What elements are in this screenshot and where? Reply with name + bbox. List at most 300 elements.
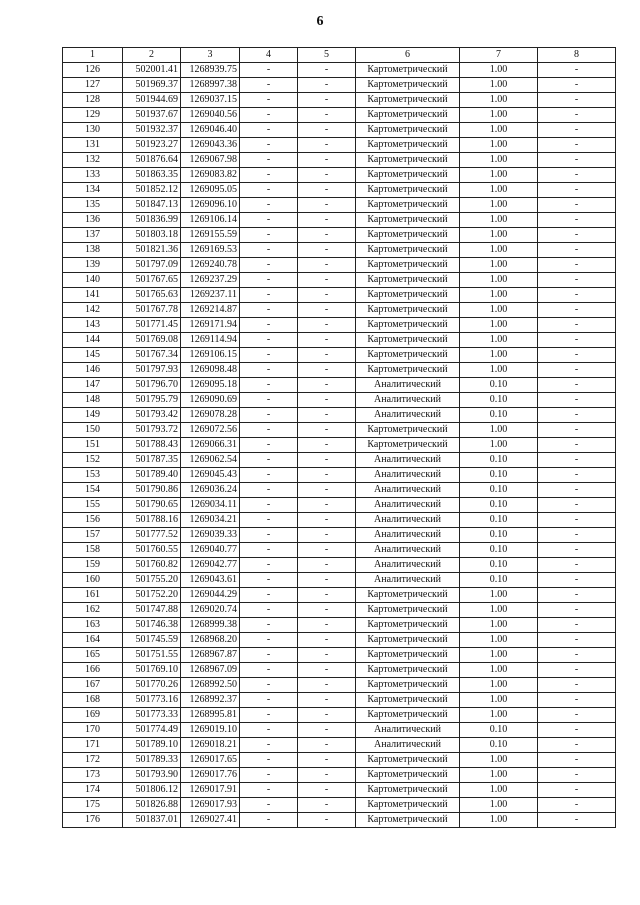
- y-coordinate-cell: 1269155.59: [181, 228, 240, 243]
- table-row: [63, 813, 616, 828]
- method-cell: Картометрический: [356, 798, 460, 813]
- method-cell: Картометрический: [356, 213, 460, 228]
- x-coordinate-cell: 501774.49: [123, 723, 181, 738]
- x-coordinate-cell: 501806.12: [123, 783, 181, 798]
- method-cell: Аналитический: [356, 573, 460, 588]
- accuracy-cell: 1.00: [460, 618, 538, 633]
- table-row: [63, 258, 616, 273]
- point-number-cell: 165: [63, 648, 123, 663]
- table-row: [63, 633, 616, 648]
- y-coordinate-cell: 1269017.93: [181, 798, 240, 813]
- col-8-value-cell: -: [538, 183, 616, 198]
- col-4-value-cell: -: [240, 438, 298, 453]
- col-8-value-cell: -: [538, 408, 616, 423]
- point-number-cell: 126: [63, 63, 123, 78]
- col-5-value-cell: -: [298, 408, 356, 423]
- point-number-cell: 169: [63, 708, 123, 723]
- x-coordinate-cell: 501770.26: [123, 678, 181, 693]
- col-5-value-cell: -: [298, 663, 356, 678]
- y-coordinate-cell: 1269027.41: [181, 813, 240, 828]
- col-5-value-cell: -: [298, 63, 356, 78]
- col-8-value-cell: -: [538, 633, 616, 648]
- accuracy-cell: 1.00: [460, 93, 538, 108]
- y-coordinate-cell: 1268939.75: [181, 63, 240, 78]
- table-row: [63, 528, 616, 543]
- col-5-value-cell: -: [298, 693, 356, 708]
- point-number-cell: 132: [63, 153, 123, 168]
- col-5-value-cell: -: [298, 498, 356, 513]
- accuracy-cell: 1.00: [460, 63, 538, 78]
- col-8-value-cell: -: [538, 618, 616, 633]
- col-8-value-cell: -: [538, 813, 616, 828]
- col-5-value-cell: -: [298, 303, 356, 318]
- col-8-value-cell: -: [538, 723, 616, 738]
- y-coordinate-cell: 1269240.78: [181, 258, 240, 273]
- col-4-value-cell: -: [240, 408, 298, 423]
- x-coordinate-cell: 501789.33: [123, 753, 181, 768]
- x-coordinate-cell: 501788.16: [123, 513, 181, 528]
- accuracy-cell: 1.00: [460, 318, 538, 333]
- table-row: [63, 288, 616, 303]
- method-cell: Картометрический: [356, 783, 460, 798]
- method-cell: Аналитический: [356, 408, 460, 423]
- col-8-value-cell: -: [538, 243, 616, 258]
- method-cell: Картометрический: [356, 138, 460, 153]
- col-5-value-cell: -: [298, 603, 356, 618]
- point-number-cell: 152: [63, 453, 123, 468]
- y-coordinate-cell: 1268992.50: [181, 678, 240, 693]
- col-5-value-cell: -: [298, 258, 356, 273]
- col-8-value-cell: -: [538, 453, 616, 468]
- table-row: [63, 228, 616, 243]
- table-row: [63, 183, 616, 198]
- method-cell: Картометрический: [356, 63, 460, 78]
- y-coordinate-cell: 1269090.69: [181, 393, 240, 408]
- col-4-value-cell: -: [240, 258, 298, 273]
- accuracy-cell: 1.00: [460, 768, 538, 783]
- method-cell: Аналитический: [356, 393, 460, 408]
- col-8-value-cell: -: [538, 198, 616, 213]
- table-row: [63, 213, 616, 228]
- col-8-value-cell: -: [538, 768, 616, 783]
- method-cell: Картометрический: [356, 663, 460, 678]
- x-coordinate-cell: 501777.52: [123, 528, 181, 543]
- col-4-value-cell: -: [240, 588, 298, 603]
- accuracy-cell: 0.10: [460, 393, 538, 408]
- table-row: [63, 513, 616, 528]
- col-4-value-cell: -: [240, 363, 298, 378]
- accuracy-cell: 1.00: [460, 183, 538, 198]
- method-cell: Картометрический: [356, 153, 460, 168]
- col-8-value-cell: -: [538, 693, 616, 708]
- table-row: [63, 468, 616, 483]
- accuracy-cell: 1.00: [460, 798, 538, 813]
- method-cell: Аналитический: [356, 468, 460, 483]
- col-8-value-cell: -: [538, 798, 616, 813]
- accuracy-cell: 1.00: [460, 138, 538, 153]
- x-coordinate-cell: 501787.35: [123, 453, 181, 468]
- y-coordinate-cell: 1268967.87: [181, 648, 240, 663]
- accuracy-cell: 1.00: [460, 228, 538, 243]
- x-coordinate-cell: 501796.70: [123, 378, 181, 393]
- col-4-value-cell: -: [240, 498, 298, 513]
- x-coordinate-cell: 501944.69: [123, 93, 181, 108]
- y-coordinate-cell: 1269043.36: [181, 138, 240, 153]
- table-row: [63, 648, 616, 663]
- point-number-cell: 154: [63, 483, 123, 498]
- y-coordinate-cell: 1269040.77: [181, 543, 240, 558]
- table-row: [63, 108, 616, 123]
- table-row: [63, 198, 616, 213]
- x-coordinate-cell: 501773.16: [123, 693, 181, 708]
- method-cell: Картометрический: [356, 108, 460, 123]
- y-coordinate-cell: 1269045.43: [181, 468, 240, 483]
- method-cell: Картометрический: [356, 588, 460, 603]
- y-coordinate-cell: 1269044.29: [181, 588, 240, 603]
- point-number-cell: 136: [63, 213, 123, 228]
- col-5-value-cell: -: [298, 723, 356, 738]
- x-coordinate-cell: 501755.20: [123, 573, 181, 588]
- col-8-value-cell: -: [538, 138, 616, 153]
- col-5-value-cell: -: [298, 183, 356, 198]
- point-number-cell: 140: [63, 273, 123, 288]
- method-cell: Картометрический: [356, 198, 460, 213]
- accuracy-cell: 1.00: [460, 633, 538, 648]
- y-coordinate-cell: 1269106.14: [181, 213, 240, 228]
- col-4-value-cell: -: [240, 633, 298, 648]
- y-coordinate-cell: 1269017.65: [181, 753, 240, 768]
- col-8-value-cell: -: [538, 558, 616, 573]
- column-header: 3: [181, 48, 240, 63]
- point-number-cell: 161: [63, 588, 123, 603]
- col-5-value-cell: -: [298, 153, 356, 168]
- method-cell: Картометрический: [356, 768, 460, 783]
- y-coordinate-cell: 1269036.24: [181, 483, 240, 498]
- col-5-value-cell: -: [298, 573, 356, 588]
- column-header: 7: [460, 48, 538, 63]
- point-number-cell: 143: [63, 318, 123, 333]
- col-8-value-cell: -: [538, 153, 616, 168]
- col-5-value-cell: -: [298, 738, 356, 753]
- x-coordinate-cell: 502001.41: [123, 63, 181, 78]
- col-8-value-cell: -: [538, 363, 616, 378]
- col-8-value-cell: -: [538, 333, 616, 348]
- col-8-value-cell: -: [538, 213, 616, 228]
- method-cell: Картометрический: [356, 618, 460, 633]
- col-5-value-cell: -: [298, 333, 356, 348]
- method-cell: Картометрический: [356, 318, 460, 333]
- table-row: [63, 663, 616, 678]
- method-cell: Картометрический: [356, 603, 460, 618]
- x-coordinate-cell: 501790.65: [123, 498, 181, 513]
- col-5-value-cell: -: [298, 483, 356, 498]
- x-coordinate-cell: 501788.43: [123, 438, 181, 453]
- col-4-value-cell: -: [240, 198, 298, 213]
- col-5-value-cell: -: [298, 273, 356, 288]
- accuracy-cell: 1.00: [460, 168, 538, 183]
- table-row: [63, 363, 616, 378]
- method-cell: Аналитический: [356, 483, 460, 498]
- point-number-cell: 139: [63, 258, 123, 273]
- method-cell: Картометрический: [356, 183, 460, 198]
- y-coordinate-cell: 1268997.38: [181, 78, 240, 93]
- table-row: [63, 138, 616, 153]
- point-number-cell: 127: [63, 78, 123, 93]
- accuracy-cell: 1.00: [460, 258, 538, 273]
- column-header: 8: [538, 48, 616, 63]
- x-coordinate-cell: 501771.45: [123, 318, 181, 333]
- col-5-value-cell: -: [298, 123, 356, 138]
- col-5-value-cell: -: [298, 108, 356, 123]
- method-cell: Картометрический: [356, 348, 460, 363]
- accuracy-cell: 0.10: [460, 513, 538, 528]
- column-header: 4: [240, 48, 298, 63]
- col-4-value-cell: -: [240, 648, 298, 663]
- table-header-row: [63, 48, 616, 63]
- col-8-value-cell: -: [538, 648, 616, 663]
- col-8-value-cell: -: [538, 303, 616, 318]
- method-cell: Картометрический: [356, 303, 460, 318]
- y-coordinate-cell: 1268999.38: [181, 618, 240, 633]
- point-number-cell: 142: [63, 303, 123, 318]
- col-4-value-cell: -: [240, 273, 298, 288]
- col-4-value-cell: -: [240, 333, 298, 348]
- y-coordinate-cell: 1269072.56: [181, 423, 240, 438]
- table-row: [63, 378, 616, 393]
- col-4-value-cell: -: [240, 78, 298, 93]
- y-coordinate-cell: 1269046.40: [181, 123, 240, 138]
- method-cell: Картометрический: [356, 678, 460, 693]
- col-5-value-cell: -: [298, 78, 356, 93]
- accuracy-cell: 1.00: [460, 108, 538, 123]
- x-coordinate-cell: 501767.78: [123, 303, 181, 318]
- accuracy-cell: 1.00: [460, 813, 538, 828]
- accuracy-cell: 1.00: [460, 288, 538, 303]
- col-4-value-cell: -: [240, 798, 298, 813]
- col-8-value-cell: -: [538, 663, 616, 678]
- accuracy-cell: 1.00: [460, 588, 538, 603]
- x-coordinate-cell: 501747.88: [123, 603, 181, 618]
- method-cell: Картометрический: [356, 708, 460, 723]
- accuracy-cell: 1.00: [460, 663, 538, 678]
- col-8-value-cell: -: [538, 498, 616, 513]
- col-5-value-cell: -: [298, 318, 356, 333]
- accuracy-cell: 1.00: [460, 783, 538, 798]
- y-coordinate-cell: 1269083.82: [181, 168, 240, 183]
- accuracy-cell: 1.00: [460, 243, 538, 258]
- col-8-value-cell: -: [538, 528, 616, 543]
- x-coordinate-cell: 501863.35: [123, 168, 181, 183]
- y-coordinate-cell: 1269039.33: [181, 528, 240, 543]
- method-cell: Картометрический: [356, 363, 460, 378]
- point-number-cell: 167: [63, 678, 123, 693]
- table-row: [63, 273, 616, 288]
- col-5-value-cell: -: [298, 783, 356, 798]
- x-coordinate-cell: 501790.86: [123, 483, 181, 498]
- point-number-cell: 148: [63, 393, 123, 408]
- col-4-value-cell: -: [240, 318, 298, 333]
- point-number-cell: 157: [63, 528, 123, 543]
- point-number-cell: 153: [63, 468, 123, 483]
- table-row: [63, 168, 616, 183]
- accuracy-cell: 0.10: [460, 573, 538, 588]
- accuracy-cell: 1.00: [460, 708, 538, 723]
- x-coordinate-cell: 501789.10: [123, 738, 181, 753]
- x-coordinate-cell: 501765.63: [123, 288, 181, 303]
- method-cell: Картометрический: [356, 333, 460, 348]
- column-header: 5: [298, 48, 356, 63]
- y-coordinate-cell: 1269237.29: [181, 273, 240, 288]
- col-5-value-cell: -: [298, 378, 356, 393]
- point-number-cell: 146: [63, 363, 123, 378]
- point-number-cell: 171: [63, 738, 123, 753]
- y-coordinate-cell: 1269042.77: [181, 558, 240, 573]
- table-row: [63, 543, 616, 558]
- col-8-value-cell: -: [538, 393, 616, 408]
- method-cell: Картометрический: [356, 648, 460, 663]
- x-coordinate-cell: 501773.33: [123, 708, 181, 723]
- accuracy-cell: 0.10: [460, 453, 538, 468]
- method-cell: Картометрический: [356, 78, 460, 93]
- x-coordinate-cell: 501821.36: [123, 243, 181, 258]
- x-coordinate-cell: 501769.08: [123, 333, 181, 348]
- table-row: [63, 153, 616, 168]
- x-coordinate-cell: 501969.37: [123, 78, 181, 93]
- x-coordinate-cell: 501852.12: [123, 183, 181, 198]
- col-4-value-cell: -: [240, 603, 298, 618]
- table-row: [63, 783, 616, 798]
- col-5-value-cell: -: [298, 813, 356, 828]
- col-8-value-cell: -: [538, 78, 616, 93]
- accuracy-cell: 1.00: [460, 303, 538, 318]
- accuracy-cell: 1.00: [460, 603, 538, 618]
- y-coordinate-cell: 1269237.11: [181, 288, 240, 303]
- col-4-value-cell: -: [240, 543, 298, 558]
- point-number-cell: 174: [63, 783, 123, 798]
- col-8-value-cell: -: [538, 108, 616, 123]
- y-coordinate-cell: 1269171.94: [181, 318, 240, 333]
- column-header: 2: [123, 48, 181, 63]
- col-5-value-cell: -: [298, 438, 356, 453]
- col-8-value-cell: -: [538, 93, 616, 108]
- col-5-value-cell: -: [298, 393, 356, 408]
- point-number-cell: 131: [63, 138, 123, 153]
- accuracy-cell: 1.00: [460, 333, 538, 348]
- method-cell: Аналитический: [356, 453, 460, 468]
- accuracy-cell: 0.10: [460, 378, 538, 393]
- coordinates-table: [62, 47, 616, 828]
- col-4-value-cell: -: [240, 513, 298, 528]
- y-coordinate-cell: 1269066.31: [181, 438, 240, 453]
- table-row: [63, 123, 616, 138]
- table-row: [63, 678, 616, 693]
- point-number-cell: 164: [63, 633, 123, 648]
- method-cell: Картометрический: [356, 693, 460, 708]
- col-8-value-cell: -: [538, 573, 616, 588]
- col-4-value-cell: -: [240, 693, 298, 708]
- col-8-value-cell: -: [538, 603, 616, 618]
- col-4-value-cell: -: [240, 558, 298, 573]
- y-coordinate-cell: 1269106.15: [181, 348, 240, 363]
- point-number-cell: 159: [63, 558, 123, 573]
- table-row: [63, 453, 616, 468]
- point-number-cell: 166: [63, 663, 123, 678]
- col-8-value-cell: -: [538, 588, 616, 603]
- x-coordinate-cell: 501937.67: [123, 108, 181, 123]
- point-number-cell: 172: [63, 753, 123, 768]
- point-number-cell: 138: [63, 243, 123, 258]
- col-5-value-cell: -: [298, 93, 356, 108]
- col-4-value-cell: -: [240, 153, 298, 168]
- col-4-value-cell: -: [240, 723, 298, 738]
- method-cell: Аналитический: [356, 513, 460, 528]
- accuracy-cell: 1.00: [460, 423, 538, 438]
- table-row: [63, 408, 616, 423]
- y-coordinate-cell: 1269114.94: [181, 333, 240, 348]
- method-cell: Аналитический: [356, 498, 460, 513]
- x-coordinate-cell: 501751.55: [123, 648, 181, 663]
- table-row: [63, 558, 616, 573]
- col-4-value-cell: -: [240, 708, 298, 723]
- y-coordinate-cell: 1268967.09: [181, 663, 240, 678]
- col-5-value-cell: -: [298, 138, 356, 153]
- y-coordinate-cell: 1269040.56: [181, 108, 240, 123]
- col-4-value-cell: -: [240, 753, 298, 768]
- accuracy-cell: 1.00: [460, 363, 538, 378]
- y-coordinate-cell: 1268992.37: [181, 693, 240, 708]
- col-5-value-cell: -: [298, 228, 356, 243]
- col-8-value-cell: -: [538, 168, 616, 183]
- col-4-value-cell: -: [240, 813, 298, 828]
- accuracy-cell: 0.10: [460, 408, 538, 423]
- x-coordinate-cell: 501803.18: [123, 228, 181, 243]
- accuracy-cell: 0.10: [460, 558, 538, 573]
- col-8-value-cell: -: [538, 423, 616, 438]
- col-4-value-cell: -: [240, 663, 298, 678]
- x-coordinate-cell: 501876.64: [123, 153, 181, 168]
- x-coordinate-cell: 501932.37: [123, 123, 181, 138]
- col-5-value-cell: -: [298, 348, 356, 363]
- method-cell: Картометрический: [356, 258, 460, 273]
- table-row: [63, 63, 616, 78]
- col-5-value-cell: -: [298, 753, 356, 768]
- table-row: [63, 303, 616, 318]
- method-cell: Аналитический: [356, 558, 460, 573]
- col-8-value-cell: -: [538, 63, 616, 78]
- point-number-cell: 134: [63, 183, 123, 198]
- col-5-value-cell: -: [298, 768, 356, 783]
- col-8-value-cell: -: [538, 543, 616, 558]
- method-cell: Картометрический: [356, 93, 460, 108]
- method-cell: Картометрический: [356, 228, 460, 243]
- table-row: [63, 723, 616, 738]
- accuracy-cell: 0.10: [460, 498, 538, 513]
- accuracy-cell: 0.10: [460, 738, 538, 753]
- method-cell: Картометрический: [356, 288, 460, 303]
- table-row: [63, 348, 616, 363]
- accuracy-cell: 1.00: [460, 273, 538, 288]
- x-coordinate-cell: 501760.55: [123, 543, 181, 558]
- col-8-value-cell: -: [538, 318, 616, 333]
- col-8-value-cell: -: [538, 468, 616, 483]
- table-row: [63, 243, 616, 258]
- table-row: [63, 93, 616, 108]
- table-row: [63, 573, 616, 588]
- method-cell: Картометрический: [356, 813, 460, 828]
- y-coordinate-cell: 1269078.28: [181, 408, 240, 423]
- x-coordinate-cell: 501752.20: [123, 588, 181, 603]
- col-5-value-cell: -: [298, 513, 356, 528]
